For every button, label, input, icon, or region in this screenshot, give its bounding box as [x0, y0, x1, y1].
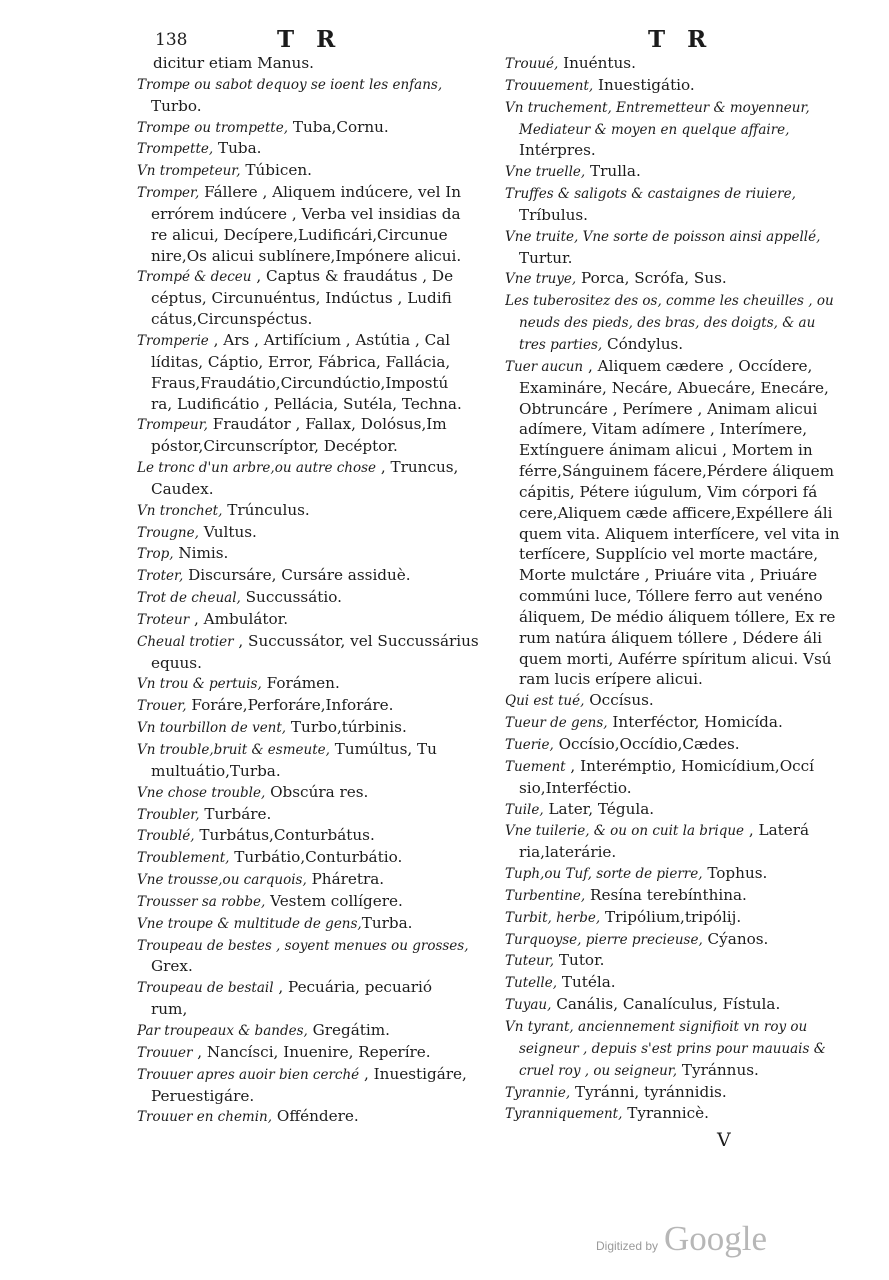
latin-translation: Turbo. [151, 96, 202, 115]
french-headword: Vne truye, [505, 271, 577, 288]
latin-translation: sio,Interféctio. [519, 778, 632, 797]
dictionary-line [137, 956, 489, 977]
latin-translation: Turbátio,Conturbátio. [229, 848, 403, 867]
dictionary-line [505, 544, 850, 565]
latin-translation: Turba. [361, 913, 413, 932]
french-headword: Troteur [137, 611, 190, 628]
dictionary-line [505, 1103, 850, 1125]
dictionary-line [505, 503, 850, 524]
dictionary-line [505, 419, 850, 440]
dictionary-line [505, 649, 850, 670]
dictionary-line [137, 673, 489, 695]
french-headword: Vn tyrant, anciennement signifioit vn roy ou [505, 1018, 808, 1035]
latin-translation: Tuba,Cornu. [288, 117, 389, 136]
dictionary-line [137, 1064, 489, 1086]
latin-translation: Turtur. [519, 248, 573, 267]
french-headword: Trompe ou trompette, [137, 119, 288, 136]
latin-translation: cátus,Circunspéctus. [151, 310, 313, 329]
latin-translation: céptus, Circunuéntus, Indúctus , Ludifi [151, 289, 452, 308]
dictionary-line [505, 586, 850, 607]
french-headword: Trouer, [137, 698, 187, 715]
french-headword: Vn tourbillon de vent, [137, 720, 287, 737]
dictionary-line [137, 246, 489, 267]
latin-translation: Foráre,Perforáre,Inforáre. [186, 696, 394, 715]
dictionary-line [505, 290, 850, 312]
dictionary-line [505, 53, 850, 75]
latin-translation: cápitis, Pétere iúgulum, Vim córpori fá [519, 482, 818, 501]
dictionary-line [137, 352, 489, 373]
latin-translation: , Ambulátor. [189, 609, 289, 628]
dictionary-line [505, 183, 850, 205]
latin-translation: Tuba. [213, 139, 262, 158]
latin-translation: Occísio,Occídio,Cædes. [553, 735, 740, 753]
french-headword: Troupeau de bestail [137, 980, 274, 997]
french-headword: Tromperie [137, 332, 209, 349]
french-headword: Tutelle, [505, 975, 558, 992]
dictionary-line [505, 885, 850, 907]
french-headword: Turbit, herbe, [505, 909, 601, 926]
french-headword: neuds des pieds, des bras, des doigts, & au [519, 315, 816, 332]
french-headword: Vne trousse,ou carquois, [137, 872, 307, 889]
french-headword: Troter, [137, 568, 184, 585]
latin-translation: terfícere, Supplício vel morte mactáre, [519, 545, 819, 564]
latin-translation: Grex. [151, 957, 193, 976]
latin-translation: , Truncus, [376, 458, 459, 477]
right-column [505, 53, 850, 1125]
french-headword: seigneur , depuis s'est prins pour mauuais & [519, 1040, 826, 1057]
latin-translation: , Ars , Artifícium , Astútia , Cal [208, 330, 451, 349]
latin-translation: Canális, Canalículus, Fístula. [551, 995, 781, 1014]
dictionary-line [137, 1086, 489, 1107]
latin-translation: rum natúra áliquem tóllere , Dédere áli [519, 628, 823, 647]
latin-translation: Gregátim. [307, 1020, 390, 1039]
dictionary-line [505, 1016, 850, 1038]
latin-translation: Offéndere. [272, 1107, 359, 1126]
french-headword: Trompeur, [137, 417, 208, 434]
french-headword: Truffes & saligots & castaignes de riuiere, [505, 186, 796, 203]
latin-translation: Fraudátor , Fallax, Dolósus,Im [207, 415, 447, 434]
dictionary-line [505, 461, 850, 482]
dictionary-line [137, 782, 489, 804]
left-running-head: T R [277, 26, 343, 53]
dictionary-line [137, 891, 489, 913]
french-headword: Vn trompeteur, [137, 163, 241, 180]
latin-translation: Forámen. [261, 674, 340, 693]
dictionary-line [505, 994, 850, 1016]
dictionary-line [505, 268, 850, 290]
french-headword: Trouuer apres auoir bien cerché [137, 1066, 360, 1083]
latin-translation: ra, Ludificátio , Pellácia, Sutéla, Techna. [151, 394, 462, 413]
dictionary-line [137, 330, 489, 352]
left-column [137, 53, 489, 1128]
latin-translation: Peruestigáre. [151, 1086, 255, 1105]
french-headword: Trouuer [137, 1044, 193, 1061]
latin-translation: Discursáre, Cursáre assiduè. [183, 566, 411, 585]
dictionary-line [137, 913, 489, 935]
latin-translation: , Interémptio, Homicídium,Occí [565, 756, 815, 775]
french-headword: Tuerie, [505, 737, 554, 753]
dictionary-line [137, 999, 489, 1020]
latin-translation: Interféctor, Homicída. [607, 713, 783, 732]
dictionary-line [505, 161, 850, 183]
latin-translation: Porca, Scrófa, Sus. [576, 269, 727, 288]
latin-translation: , Pecuária, pecuarió [273, 978, 433, 997]
latin-translation: Tríbulus. [519, 205, 589, 224]
latin-translation: nire,Os alicui sublínere,Impónere alicui. [151, 246, 462, 265]
dictionary-line [505, 607, 850, 628]
french-headword: Trot de cheual, [137, 590, 241, 607]
google-logo: Google [664, 1219, 768, 1258]
latin-translation: Inuéntus. [558, 54, 636, 72]
french-headword: Turbentine, [505, 887, 586, 904]
french-headword: Trouuer en chemin, [137, 1109, 273, 1126]
latin-translation: Tyrannicè. [622, 1104, 709, 1123]
latin-translation: Tutor. [554, 951, 605, 970]
french-headword: Trouué, [505, 56, 559, 72]
dictionary-line [137, 96, 489, 117]
french-headword: Vne tuilerie, & ou on cuit la brique [505, 823, 745, 840]
latin-translation: adímere, Vitam adímere , Interímere, [519, 420, 808, 439]
dictionary-line [137, 288, 489, 309]
dictionary-line [505, 378, 850, 399]
dictionary-line [137, 457, 489, 479]
latin-translation: Caudex. [151, 479, 214, 498]
latin-translation: rum, [151, 1000, 188, 1019]
french-headword: Tyranniquement, [505, 1106, 623, 1123]
dictionary-line [137, 74, 489, 96]
dictionary-line [505, 669, 850, 690]
latin-translation: Turbo,túrbinis. [286, 718, 407, 737]
latin-translation: Vestem collígere. [265, 891, 403, 910]
dictionary-line [505, 205, 850, 226]
latin-translation: re alicui, Decípere,Ludificári,Circunue [151, 225, 448, 244]
french-headword: Trompé & deceu [137, 269, 252, 286]
french-headword: Vn trou & pertuis, [137, 676, 262, 693]
dictionary-line [505, 356, 850, 378]
latin-translation: Examináre, Necáre, Abuecáre, Enecáre, [519, 378, 829, 397]
french-headword: Tueur de gens, [505, 715, 608, 732]
french-headword: Troubler, [137, 806, 200, 823]
latin-translation: errórem indúcere , Verba vel insidias da [151, 204, 461, 223]
right-running-head: T R [648, 26, 714, 53]
french-headword: Trousser sa robbe, [137, 893, 266, 910]
french-headword: Troupeau de bestes , soyent menues ou grosses, [137, 937, 469, 954]
dictionary-line [137, 977, 489, 999]
dictionary-line [137, 717, 489, 739]
french-headword: Trompe ou sabot dequoy se ioent les enfans, [137, 76, 443, 93]
dictionary-line [505, 972, 850, 994]
dictionary-line [505, 226, 850, 248]
french-headword: Cheual trotier [137, 633, 234, 650]
latin-translation: Resína terebínthina. [585, 885, 747, 904]
french-headword: Tuile, [505, 801, 544, 818]
french-headword: Vne truite, Vne sorte de poisson ainsi appellé, [505, 228, 821, 245]
latin-translation: ria,laterárie. [519, 843, 617, 862]
dictionary-line [505, 97, 850, 119]
dictionary-line [137, 695, 489, 717]
latin-translation: Obtruncáre , Perímere , Animam alicui [519, 399, 818, 418]
dictionary-line [505, 907, 850, 929]
page-number: 138 [155, 30, 188, 50]
latin-translation: dicitur etiam Manus. [153, 54, 314, 72]
dictionary-line [137, 847, 489, 869]
french-headword: Par troupeaux & bandes, [137, 1022, 308, 1039]
latin-translation: Pháretra. [306, 870, 385, 889]
latin-translation: Later, Tégula. [543, 799, 655, 818]
french-headword: Mediateur & moyen en quelque affaire, [519, 121, 790, 138]
french-headword: Tuer aucun [505, 358, 584, 375]
dictionary-line [505, 690, 850, 712]
latin-translation: , Laterá [744, 821, 810, 840]
dictionary-line [137, 587, 489, 609]
latin-translation: multuátio,Turba. [151, 761, 281, 780]
dictionary-line [505, 778, 850, 799]
french-headword: Vne truelle, [505, 164, 586, 181]
french-headword: Trompette, [137, 141, 214, 158]
latin-translation: quem morti, Auférre spíritum alicui. Vsú [519, 649, 832, 668]
dictionary-line [505, 1082, 850, 1104]
latin-translation: póstor,Circunscríptor, Decéptor. [151, 437, 398, 456]
dictionary-line [137, 522, 489, 544]
latin-translation: Occísus. [584, 691, 654, 710]
dictionary-line [137, 53, 489, 74]
latin-translation: cere,Aliquem cæde afficere,Expéllere áli [519, 503, 833, 522]
latin-translation: Fállere , Aliquem indúcere, vel In [199, 183, 462, 202]
dictionary-line [137, 266, 489, 288]
dictionary-line [137, 414, 489, 436]
dictionary-line [137, 1042, 489, 1064]
french-headword: Qui est tué, [505, 693, 585, 710]
latin-translation: , Aliquem cædere , Occídere, [583, 356, 813, 375]
dictionary-line [505, 734, 850, 756]
dictionary-line [137, 825, 489, 847]
latin-translation: equus. [151, 653, 202, 672]
french-headword: Trop, [137, 546, 174, 563]
signature-mark: V [717, 1129, 731, 1151]
french-headword: Turquoyse, pierre precieuse, [505, 931, 703, 948]
google-watermark [596, 1219, 767, 1259]
latin-translation: Tyránni, tyránnidis. [570, 1082, 727, 1101]
dictionary-line [137, 761, 489, 782]
dictionary-line [137, 309, 489, 330]
dictionary-line [505, 75, 850, 97]
dictionary-line [137, 1106, 489, 1128]
latin-translation: Obscúra res. [265, 782, 369, 801]
dictionary-line [137, 117, 489, 139]
dictionary-line [137, 225, 489, 246]
dictionary-line [137, 436, 489, 457]
dictionary-line [137, 543, 489, 565]
french-headword: Tyrannie, [505, 1084, 571, 1101]
dictionary-line [137, 739, 489, 761]
dictionary-line [505, 799, 850, 821]
french-headword: Tuement [505, 758, 566, 775]
french-headword: Vn trouble,bruit & esmeute, [137, 742, 330, 758]
latin-translation: Turbáre. [199, 804, 272, 823]
latin-translation: Morte mulctáre , Priuáre vita , Priuáre [519, 566, 818, 585]
dictionary-line [505, 440, 850, 461]
french-headword: Vn truchement, Entremetteur & moyenneur, [505, 99, 810, 116]
french-headword: Tromper, [137, 185, 200, 202]
latin-translation: , Inuestigáre, [359, 1064, 467, 1083]
dictionary-line [505, 863, 850, 885]
french-headword: Trougne, [137, 524, 199, 541]
latin-translation: Trulla. [585, 162, 641, 181]
french-headword: Troublement, [137, 850, 230, 867]
latin-translation: Tyránnus. [677, 1060, 759, 1079]
latin-translation: líditas, Cáptio, Error, Fábrica, Fallácia, [151, 352, 451, 371]
latin-translation: Cýanos. [702, 929, 769, 948]
dictionary-line [137, 479, 489, 500]
latin-translation: Inuestigátio. [593, 75, 695, 94]
french-headword: Troublé, [137, 828, 195, 845]
dictionary-line [505, 756, 850, 778]
french-headword: Trouuement, [505, 77, 594, 94]
french-headword: tres parties, [519, 336, 603, 353]
dictionary-line [505, 712, 850, 734]
dictionary-line [505, 524, 850, 545]
dictionary-line [137, 609, 489, 631]
french-headword: Vne troupe & multitude de gens, [137, 915, 362, 932]
latin-translation: Cóndylus. [602, 334, 684, 353]
dictionary-line [505, 950, 850, 972]
latin-translation: férre,Sánguinem fácere,Pérdere áliquem [519, 462, 835, 481]
dictionary-line [137, 653, 489, 674]
dictionary-line [505, 119, 850, 141]
dictionary-line [505, 565, 850, 586]
french-headword: Vn tronchet, [137, 502, 223, 519]
latin-translation: Trúnculus. [222, 500, 310, 519]
latin-translation: , Succussátor, vel Succussárius [233, 631, 479, 650]
dictionary-line [137, 182, 489, 204]
latin-translation: quem vita. Aliquem interfícere, vel vita in [519, 524, 840, 543]
latin-translation: Succussátio. [240, 588, 342, 607]
dictionary-line [505, 482, 850, 503]
french-headword: Les tuberositez des os, comme les cheuilles , ou [505, 293, 834, 310]
latin-translation: Túbicen. [240, 161, 312, 180]
dictionary-line [137, 204, 489, 225]
dictionary-line [137, 394, 489, 415]
latin-translation: áliquem, De médio áliquem tóllere, Ex re [519, 607, 836, 626]
latin-translation: , Nancísci, Inuenire, Reperíre. [192, 1042, 431, 1061]
latin-translation: commúni luce, Tóllere ferro aut venéno [519, 587, 823, 606]
dictionary-line [505, 628, 850, 649]
latin-translation: Tumúltus, Tu [329, 740, 437, 758]
latin-translation: Nimis. [173, 544, 229, 563]
french-headword: Tuyau, [505, 997, 552, 1014]
dictionary-line [505, 312, 850, 334]
dictionary-line [505, 820, 850, 842]
dictionary-line [137, 631, 489, 653]
latin-translation: Extínguere ánimam alicui , Mortem in [519, 441, 813, 460]
dictionary-line [137, 935, 489, 957]
latin-translation: ram lucis erípere alicui. [519, 670, 703, 689]
dictionary-line [505, 334, 850, 356]
latin-translation: Tutéla. [557, 973, 616, 992]
latin-translation: Vultus. [198, 522, 257, 541]
dictionary-line [137, 500, 489, 522]
french-headword: Le tronc d'un arbre,ou autre chose [137, 460, 377, 477]
dictionary-line [137, 160, 489, 182]
latin-translation: Tripólium,tripólij. [600, 907, 742, 926]
french-headword: Tuph,ou Tuf, sorte de pierre, [505, 866, 703, 883]
french-headword: cruel roy , ou seigneur, [519, 1062, 678, 1079]
french-headword: Tuteur, [505, 953, 555, 970]
latin-translation: , Captus & fraudátus , De [251, 267, 454, 286]
latin-translation: Intérpres. [519, 141, 596, 160]
dictionary-line [505, 842, 850, 863]
french-headword: Vne chose trouble, [137, 784, 266, 801]
dictionary-line [505, 399, 850, 420]
dictionary-line [137, 1020, 489, 1042]
dictionary-line [137, 869, 489, 891]
dictionary-line [137, 138, 489, 160]
latin-translation: Turbátus,Conturbátus. [194, 826, 375, 845]
dictionary-line [137, 565, 489, 587]
dictionary-line [137, 804, 489, 826]
latin-translation: Fraus,Fraudátio,Circundúctio,Impostú [151, 373, 449, 392]
watermark-prefix: Digitized by [596, 1239, 659, 1253]
dictionary-line [137, 373, 489, 394]
latin-translation: Tophus. [702, 864, 768, 883]
dictionary-line [505, 1038, 850, 1060]
dictionary-line [505, 248, 850, 269]
dictionary-line [505, 1060, 850, 1082]
dictionary-line [505, 140, 850, 161]
dictionary-line [505, 929, 850, 951]
